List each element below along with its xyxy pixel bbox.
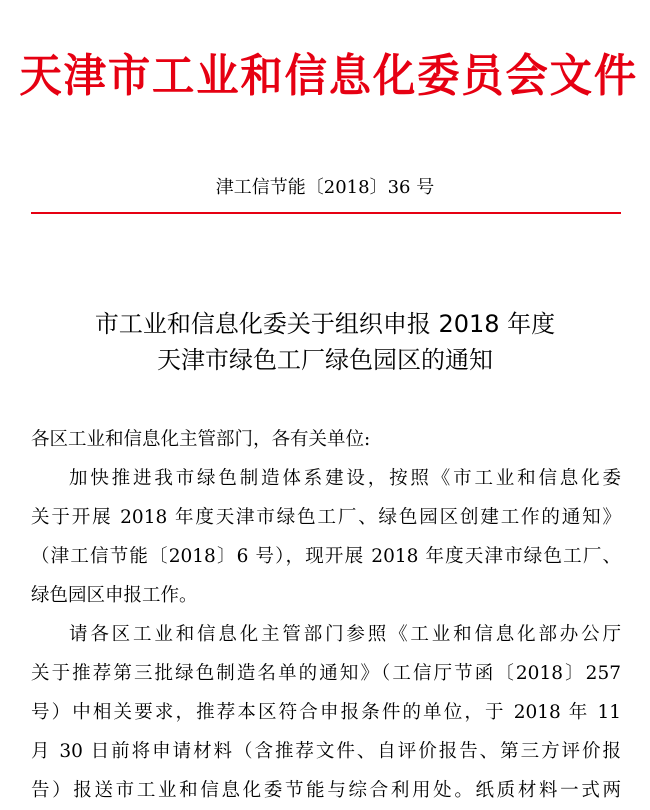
notice-title-line-2: 天津市绿色工厂绿色园区的通知 <box>157 346 493 374</box>
masthead-title: 天津市工业和信息化委员会文件 <box>19 49 639 102</box>
paragraph-1-line: 加快推进我市绿色制造体系建设，按照《市工业和信息化委 <box>69 468 621 489</box>
paragraph-2-line: 告）报送市工业和信息化委节能与综合利用处。纸质材料一式两 <box>31 780 621 801</box>
notice-title-line-1: 市工业和信息化委关于组织申报 2018 年度 <box>94 310 556 338</box>
salutation: 各区工业和信息化主管部门，各有关单位: <box>31 429 371 450</box>
paragraph-2-line: 关于推荐第三批绿色制造名单的通知》（工信厅节函〔2018〕257 <box>31 663 621 684</box>
document-number: 津工信节能〔2018〕36 号 <box>215 177 435 198</box>
notice-body <box>31 420 621 810</box>
paragraph-2-line: 月 30 日前将申请材料（含推荐文件、自评价报告、第三方评价报 <box>31 741 621 762</box>
notice-title <box>0 306 650 378</box>
paragraph-1-line: 绿色园区申报工作。 <box>31 585 198 606</box>
paragraph-1-line: （津工信节能〔2018〕6 号），现开展 2018 年度天津市绿色工厂、 <box>31 546 621 567</box>
paragraph-2-line: 号）中相关要求，推荐本区符合申报条件的单位，于 2018 年 11 <box>31 702 621 723</box>
paragraph-2-line: 请各区工业和信息化主管部门参照《工业和信息化部办公厅 <box>69 624 621 645</box>
red-divider-rule <box>31 212 621 214</box>
paragraph-1-line: 关于开展 2018 年度天津市绿色工厂、绿色园区创建工作的通知》 <box>31 507 621 528</box>
